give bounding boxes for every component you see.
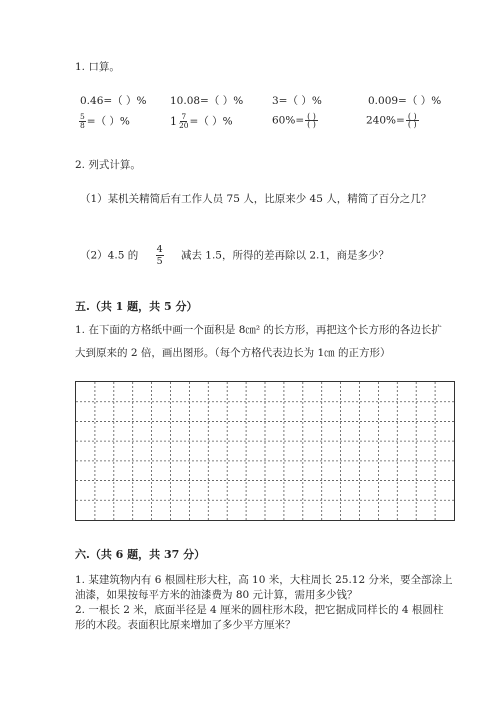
fraction <box>156 244 164 267</box>
fraction-denominator: 20 <box>179 121 189 130</box>
section6-q1-line2: 油漆，如果按每平方米的油漆费为 80 元计算，需用多少钱？ <box>75 589 358 601</box>
blank-fraction <box>406 113 419 128</box>
calc-item: 0.46=（ ）% <box>80 95 147 107</box>
calc-item: 10.08=（ ）% <box>170 95 244 107</box>
section6-heading: 六.（共 6 题，共 37 分） <box>75 548 206 561</box>
mixed-whole: 1 <box>170 114 177 128</box>
fraction-numerator: 7 <box>181 112 187 121</box>
grid-lines <box>76 382 454 520</box>
grid-paper[interactable] <box>75 381 455 521</box>
calc-rest: =（ ）% <box>189 115 233 128</box>
fraction-denominator: 5 <box>156 256 163 267</box>
section6-q2-line1: 2. 一根长 2 米，底面半径是 4 厘米的圆柱形木段，把它据成同样长的 4 根圆柱 <box>75 604 444 616</box>
section5-line1: 1. 在下面的方格纸中画一个面积是 8㎝² 的长方形，再把这个长方形的各边长扩 <box>75 324 442 336</box>
section1-title: 1. 口算。 <box>75 61 120 73</box>
section2-title: 2. 列式计算。 <box>75 159 141 171</box>
section6-q2-line2: 形的木段。表面积比原来增加了多少平方厘米？ <box>75 619 296 631</box>
question-text: （2）4.5 的 <box>80 249 139 262</box>
calc-rest: =（ ）% <box>86 115 130 128</box>
fraction-numerator: 5 <box>80 112 85 121</box>
blank-denominator: ( ) <box>307 120 316 129</box>
fraction-numerator: 4 <box>156 244 163 255</box>
fraction <box>79 113 86 130</box>
calc-item-blank-fraction <box>366 113 419 128</box>
question-text: 减去 1.5，所得的差再除以 2.1，商是多少？ <box>180 249 390 262</box>
calc-item-blank-fraction <box>272 113 318 128</box>
blank-numerator: ( ) <box>307 112 316 121</box>
question-1: （1）某机关精简后有工作人员 75 人，比原来少 45 人，精简了百分之几？ <box>80 193 432 205</box>
section6-q1-line1: 1. 某建筑物内有 6 根圆柱形大柱，高 10 米，大柱周长 25.12 分米，要全部涂上 <box>75 574 453 586</box>
calc-item-fraction <box>78 113 130 130</box>
calc-item: 3=（ ）% <box>272 95 322 107</box>
section5-heading: 五.（共 1 题，共 5 分） <box>75 300 198 313</box>
calc-item: 0.009=（ ）% <box>368 95 442 107</box>
calc-prefix: 240%= <box>366 114 405 127</box>
fraction <box>179 113 189 130</box>
blank-denominator: ( ) <box>407 120 417 129</box>
blank-fraction <box>305 113 318 128</box>
question-2 <box>80 244 389 267</box>
calc-prefix: 60%= <box>272 114 305 127</box>
blank-numerator: ( ) <box>407 112 417 121</box>
fraction-denominator: 8 <box>80 121 85 130</box>
section5-line2: 大到原来的 2 倍，画出图形。（每个方格代表边长为 1㎝ 的正方形） <box>75 347 391 359</box>
calc-item-mixed <box>170 113 233 130</box>
